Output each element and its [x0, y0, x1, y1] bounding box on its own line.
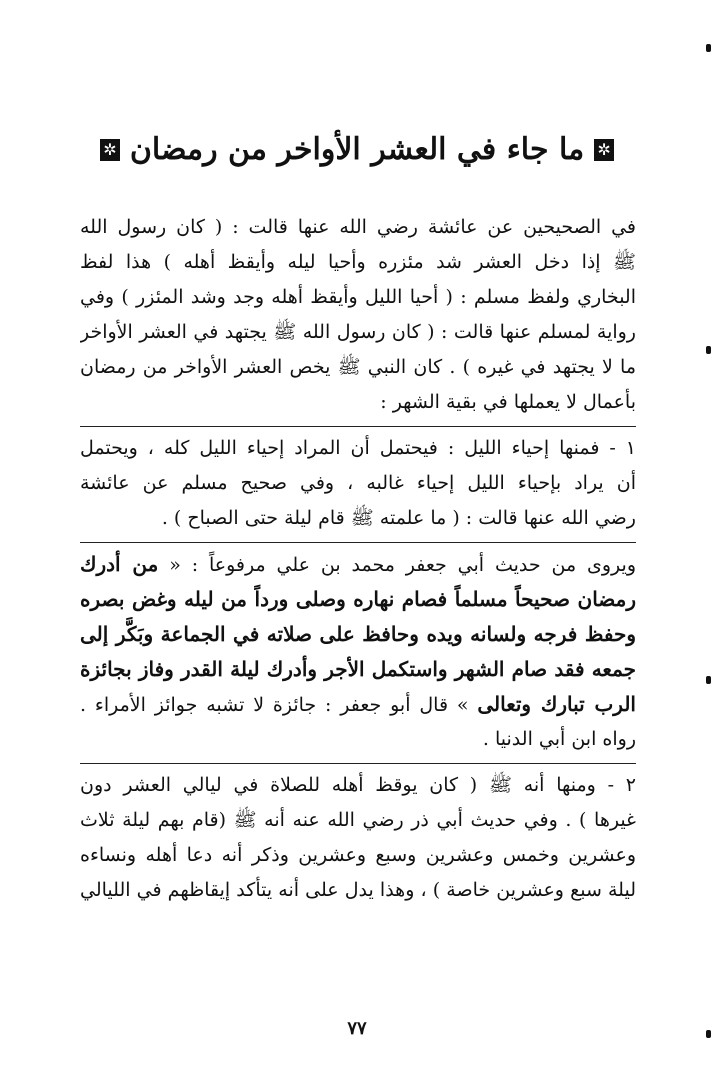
narration-comment: » قال أبو جعفر : جائزة لا تشبه جوائز الأمراء .: [80, 694, 478, 716]
star-ornament-icon: ✲: [594, 139, 614, 161]
text-line: ٢ - ومنها أنه ﷺ ( كان يوقظ أهله للصلاة في ليالي العشر دون: [80, 774, 636, 796]
hadith-text-bold: وحفظ فرجه ولسانه ويده وحافظ على صلاته في الجماعة وبَكَّر إلى: [80, 622, 636, 646]
text-line: رواه ابن أبي الدنيا .: [482, 728, 636, 750]
text-line: وعشرين وخمس وعشرين وسبع وعشرين وذكر أنه دعا أهله ونساءه: [80, 844, 636, 866]
paragraph-4: [80, 768, 636, 908]
text-line: [80, 547, 636, 582]
text-line: ليلة سبع وعشرين خاصة ) ، وهذا يدل على أنه يتأكد إيقاظهم في الليالي: [80, 879, 636, 901]
paragraph-1: [80, 210, 636, 420]
margin-mark: [706, 346, 711, 354]
hadith-text-bold: رمضان صحيحاً مسلماً فصام نهاره وصلى ورداً من ليله وغض بصره: [80, 587, 636, 611]
hadith-text-bold: الرب تبارك وتعالى: [477, 692, 636, 716]
text-line: بأعمال لا يعملها في بقية الشهر :: [380, 391, 636, 413]
margin-mark: [706, 676, 711, 684]
text-line: أن يراد بإحياء الليل إحياء غالبه ، وفي صحيح مسلم عن عائشة: [80, 472, 636, 494]
text-line: في الصحيحين عن عائشة رضي الله عنها قالت : ( كان رسول الله: [80, 216, 636, 238]
text-line: رواية لمسلم عنها قالت : ( كان رسول الله ﷺ يجتهد في العشر الأواخر: [80, 321, 636, 343]
text-line: [80, 687, 636, 722]
hadith-text-bold: جمعه فقد صام الشهر واستكمل الأجر وأدرك ليلة القدر وفاز بجائزة: [80, 657, 636, 681]
hadith-text-bold: من أدرك: [80, 552, 159, 576]
body-text: [80, 210, 636, 908]
divider: [80, 542, 636, 543]
paragraph-3: [80, 547, 636, 757]
text-line: ما لا يجتهد في غيره ) . كان النبي ﷺ يخص العشر الأواخر من رمضان: [80, 356, 636, 378]
paragraph-2: [80, 431, 636, 536]
text-line: غيرها ) . وفي حديث أبي ذر رضي الله عنه أنه ﷺ (قام بهم ليلة ثلاث: [80, 809, 636, 831]
text-line: رضي الله عنها قالت : ( ما علمته ﷺ قام ليلة حتى الصباح ) .: [161, 507, 636, 529]
chapter-title: [100, 132, 614, 167]
divider: [80, 426, 636, 427]
divider: [80, 763, 636, 764]
chapter-title-text: ما جاء في العشر الأواخر من رمضان: [129, 132, 585, 167]
star-ornament-icon: ✲: [100, 139, 120, 161]
text-line: ﷺ إذا دخل العشر شد مئزره وأحيا ليله وأيقظ أهله ) هذا لفظ: [80, 251, 636, 273]
page-number: ٧٧: [347, 1018, 367, 1039]
margin-mark: [706, 44, 711, 52]
text-line: ١ - فمنها إحياء الليل : فيحتمل أن المراد إحياء الليل كله ، ويحتمل: [80, 437, 636, 459]
text-line: البخاري ولفظ مسلم : ( أحيا الليل وأيقظ أهله وجد وشد المئزر ) وفي: [80, 286, 636, 308]
narration-intro: ويروى من حديث أبي جعفر محمد بن علي مرفوعاً : «: [158, 554, 636, 576]
